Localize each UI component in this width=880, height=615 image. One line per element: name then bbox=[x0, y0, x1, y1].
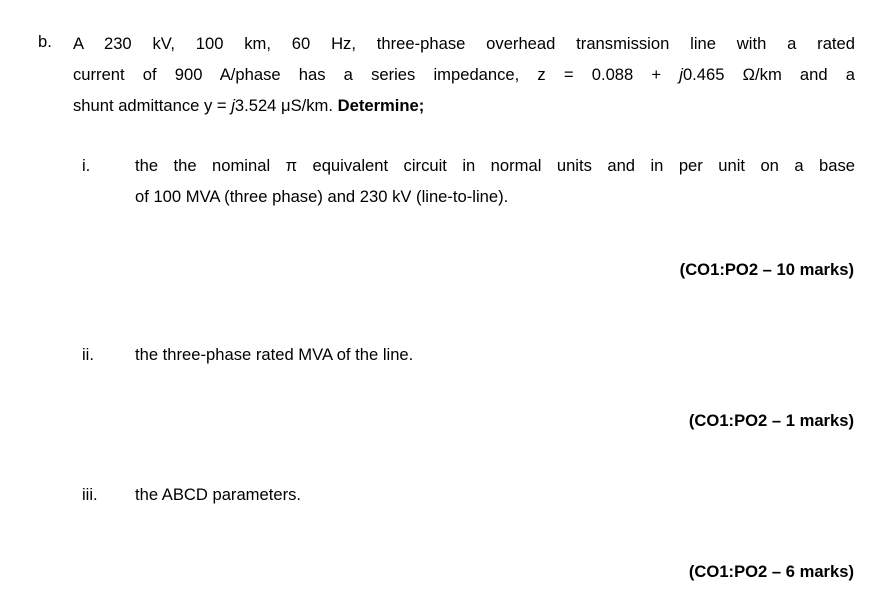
determine-label: Determine; bbox=[337, 96, 425, 115]
part-ii-number: ii. bbox=[82, 345, 94, 364]
part-i-line-1: the the nominal π equivalent circuit in normal units and in per unit on a base bbox=[135, 156, 855, 175]
part-i-text bbox=[135, 150, 855, 212]
part-ii-line-1: the three-phase rated MVA of the line. bbox=[135, 345, 414, 364]
stem-line-2-text-b: 0.465 Ω/km and a bbox=[682, 65, 855, 84]
stem-line-2-text-a: current of 900 A/phase has a series impedance, z = 0.088 + bbox=[73, 65, 680, 84]
stem-line-2 bbox=[73, 59, 855, 90]
stem-line-3-text-a: shunt admittance y = bbox=[73, 96, 232, 115]
part-i-number: i. bbox=[82, 156, 91, 175]
part-ii-text bbox=[135, 339, 855, 370]
stem-line-3-j: j bbox=[231, 96, 235, 115]
question-label: b. bbox=[38, 32, 52, 51]
stem-line-2-j: j bbox=[679, 65, 683, 84]
part-iii-marks: (CO1:PO2 – 6 marks) bbox=[688, 562, 854, 581]
stem-line-3-text-b: 3.524 μS/km. bbox=[234, 96, 338, 115]
part-i-marks: (CO1:PO2 – 10 marks) bbox=[679, 260, 854, 279]
question-stem bbox=[73, 28, 855, 121]
stem-line-1: A 230 kV, 100 km, 60 Hz, three-phase overhead transmission line with a rated bbox=[73, 34, 855, 53]
part-iii-line-1: the ABCD parameters. bbox=[135, 485, 302, 504]
part-iii-text bbox=[135, 479, 855, 510]
part-i-line-2: of 100 MVA (three phase) and 230 kV (line-to-line). bbox=[135, 187, 509, 206]
part-ii-marks: (CO1:PO2 – 1 marks) bbox=[688, 411, 854, 430]
stem-line-3 bbox=[73, 90, 855, 121]
part-iii-number: iii. bbox=[82, 485, 98, 504]
